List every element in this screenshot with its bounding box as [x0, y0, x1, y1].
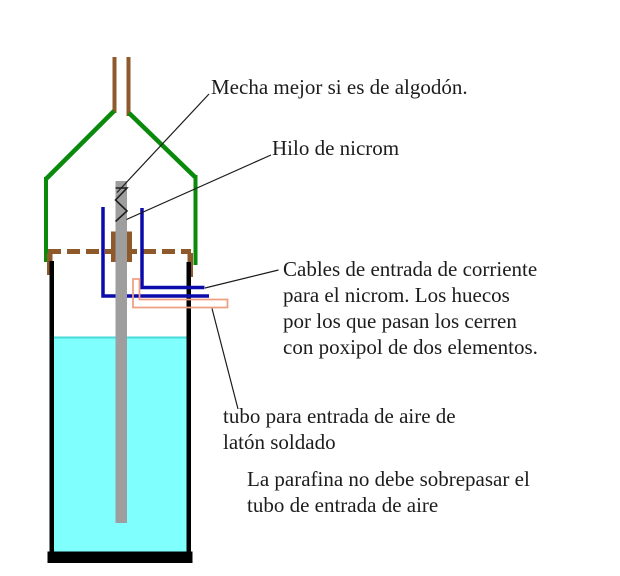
- label-nichrome-wire: Hilo de nicrom: [272, 136, 400, 160]
- funnel-left-slope: [46, 111, 114, 179]
- bottle-right-wall: [187, 262, 192, 555]
- label-air-tube-line2: latón soldado: [223, 430, 336, 454]
- label-power-cables-line3: por los que pasan los cerren: [283, 309, 517, 333]
- label-wick: Mecha mejor si es de algodón.: [211, 75, 468, 99]
- label-power-cables-line2: para el nicrom. Los huecos: [283, 283, 510, 307]
- wick-rod: [116, 181, 128, 523]
- label-air-tube: [223, 403, 456, 455]
- air-tube: [133, 279, 228, 308]
- label-paraffin-note: [247, 466, 530, 518]
- pointer-nichrome-line: [127, 155, 272, 220]
- bottle-left-wall: [50, 261, 55, 555]
- label-air-tube-line1: tubo para entrada de aire de: [223, 404, 456, 428]
- label-power-cables-line4: con poxipol de dos elementos.: [283, 335, 538, 359]
- chimney-left-wall: [113, 57, 117, 113]
- label-power-cables-line1: Cables de entrada de corriente: [283, 257, 538, 281]
- pointer-airtube-line: [212, 309, 238, 410]
- pointer-cables-line: [205, 270, 279, 288]
- chimney-right-wall: [127, 57, 131, 116]
- label-paraffin-note-line2: tubo de entrada de aire: [247, 493, 439, 517]
- label-paraffin-note-line1: La parafina no debe sobrepasar el: [247, 467, 530, 491]
- bottle-bottom: [48, 552, 193, 564]
- label-power-cables: [283, 256, 538, 360]
